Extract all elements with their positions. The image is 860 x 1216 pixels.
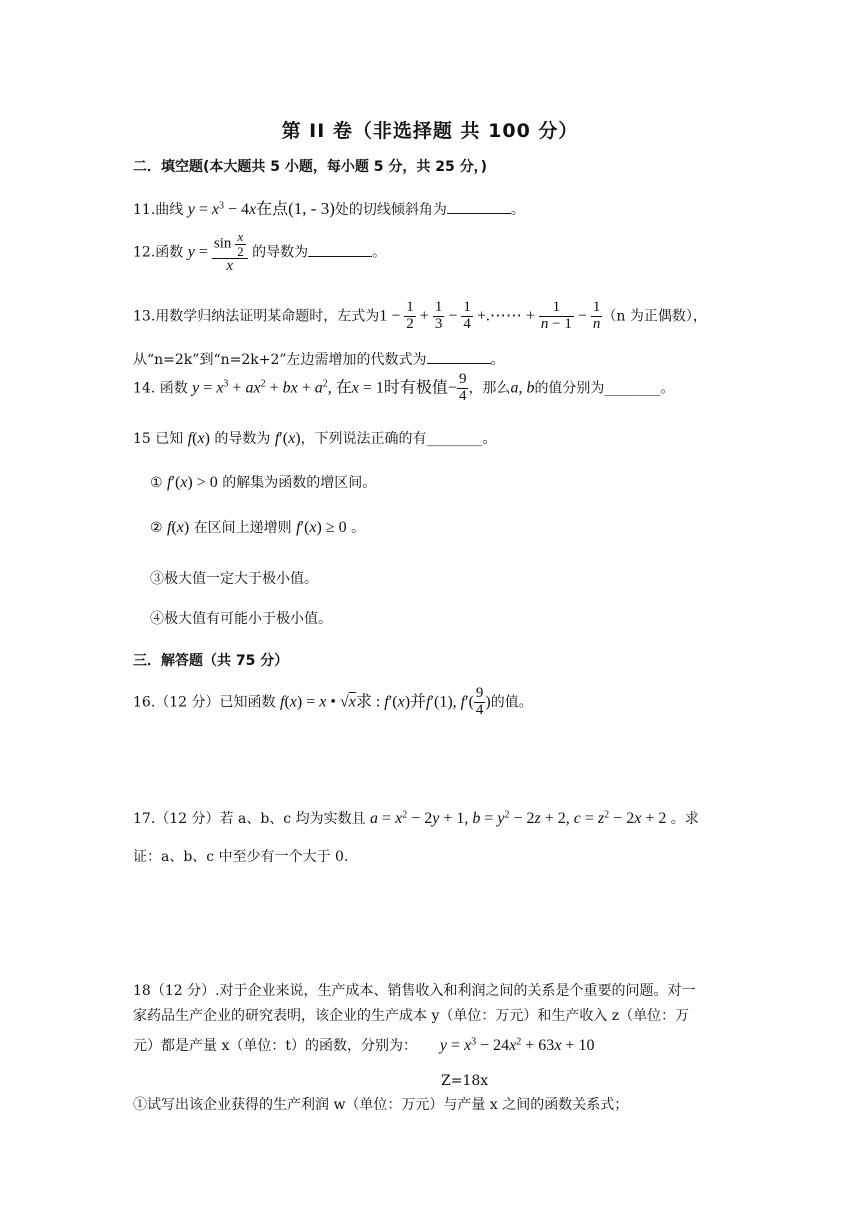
q12-suffix: 的导数为 xyxy=(252,244,309,261)
q12-answer-blank[interactable] xyxy=(308,244,372,257)
q11-mid: 在点 xyxy=(256,199,289,218)
q12-prefix: 12.函数 xyxy=(133,244,184,261)
option-1: ① f′(x) > 0 的解集为函数的增区间。 xyxy=(150,474,377,491)
q13-line1-suffix: （n 为正偶数）， xyxy=(602,308,707,325)
question-17-line2: 证：a、b、c 中至少有一个大于 0. xyxy=(133,849,349,865)
question-18-line3: 元）都是产量 x（单位：t）的函数，分别为： $y = x^3 - 24x^2 + 63x + 10$ xyxy=(133,1036,595,1054)
section-heading-answer: 三．解答题（共 75 分） xyxy=(133,653,289,669)
question-13-line2: 从“n=2k”到“n=2k+2”左边需增加的代数式为 。 xyxy=(133,352,505,368)
option-4: ④极大值有可能小于极小值。 xyxy=(150,611,332,627)
option-3: ③极大值一定大于极小值。 xyxy=(150,571,318,587)
section-heading-fill-in: 二．填空题(本大题共 5 小题，每小题 5 分，共 25 分，) xyxy=(133,159,488,175)
question-11: 11.曲线 $y = x^3 - 4x$在点(1, - 3)处的切线倾斜角为 。 xyxy=(133,199,525,218)
page-title: 第 II 卷（非选择题 共 100 分） xyxy=(281,120,579,142)
q11-point: (1, - 3) xyxy=(288,199,335,218)
q13-answer-blank[interactable] xyxy=(427,351,491,364)
question-18-line2: 家药品生产企业的研究表明，该企业的生产成本 y（单位：万元）和生产收入 z（单位：万 xyxy=(133,1008,690,1024)
q11-prefix: 11.曲线 xyxy=(133,202,184,218)
question-18-line1: 18（12 分）.对于企业来说，生产成本、销售收入和利润之间的关系是个重要的问题。对一 xyxy=(133,983,696,999)
q12-fraction: sin $\frac{x}{2}$ x xyxy=(212,230,248,275)
question-17: 17.（12 分）若 a、b、c 均为实数且 $a = x^2 - 2y + 1$, $b = y^2 - 2z + 2$, $c = z^2 - 2x + 2$ 。求 xyxy=(133,809,699,827)
question-15: 15 已知 f(x) 的导数为 f′(x)，下列说法正确的有________。 xyxy=(133,430,497,447)
question-14: 14. 函数 $y = x^3 + ax^2$ + bx + $a^2$, 在x = 1时有极值− $\frac{9}{4}$ ，那么a, b的值分别为________。 xyxy=(133,371,675,404)
q11-curve-formula: y xyxy=(187,201,195,218)
q13-line1-prefix: 13.用数学归纳法证明某命题时，左式为 xyxy=(133,308,380,325)
question-13: 13.用数学归纳法证明某命题时，左式为1 − $\frac{1}{2}$ + $\frac{1}{3}$ − $\frac{1}{4}$ +.⋯⋯ + $\frac{1}{n - 1}$ − $\frac{1}{n}$ （n 为正偶数）， xyxy=(133,299,707,332)
question-18-line4: ①试写出该企业获得的生产利润 w（单位：万元）与产量 x 之间的函数关系式； xyxy=(133,1097,629,1113)
question-12: 12.函数 y = sin $\frac{x}{2}$ x 的导数为 。 xyxy=(133,229,387,275)
q11-answer-blank[interactable] xyxy=(447,201,511,214)
q11-suffix: 处的切线倾斜角为 xyxy=(334,202,447,218)
question-18-formula-z: Z=18x xyxy=(441,1073,489,1089)
option-2: ② f(x) 在区间上递增则 f′(x) ≥ 0 。 xyxy=(150,519,366,536)
question-16: 16.（12 分）已知函数 f(x) = x • √x求 : f′(x)并f′(1), f′( $\frac{9}{4}$ )的值。 xyxy=(133,685,533,718)
